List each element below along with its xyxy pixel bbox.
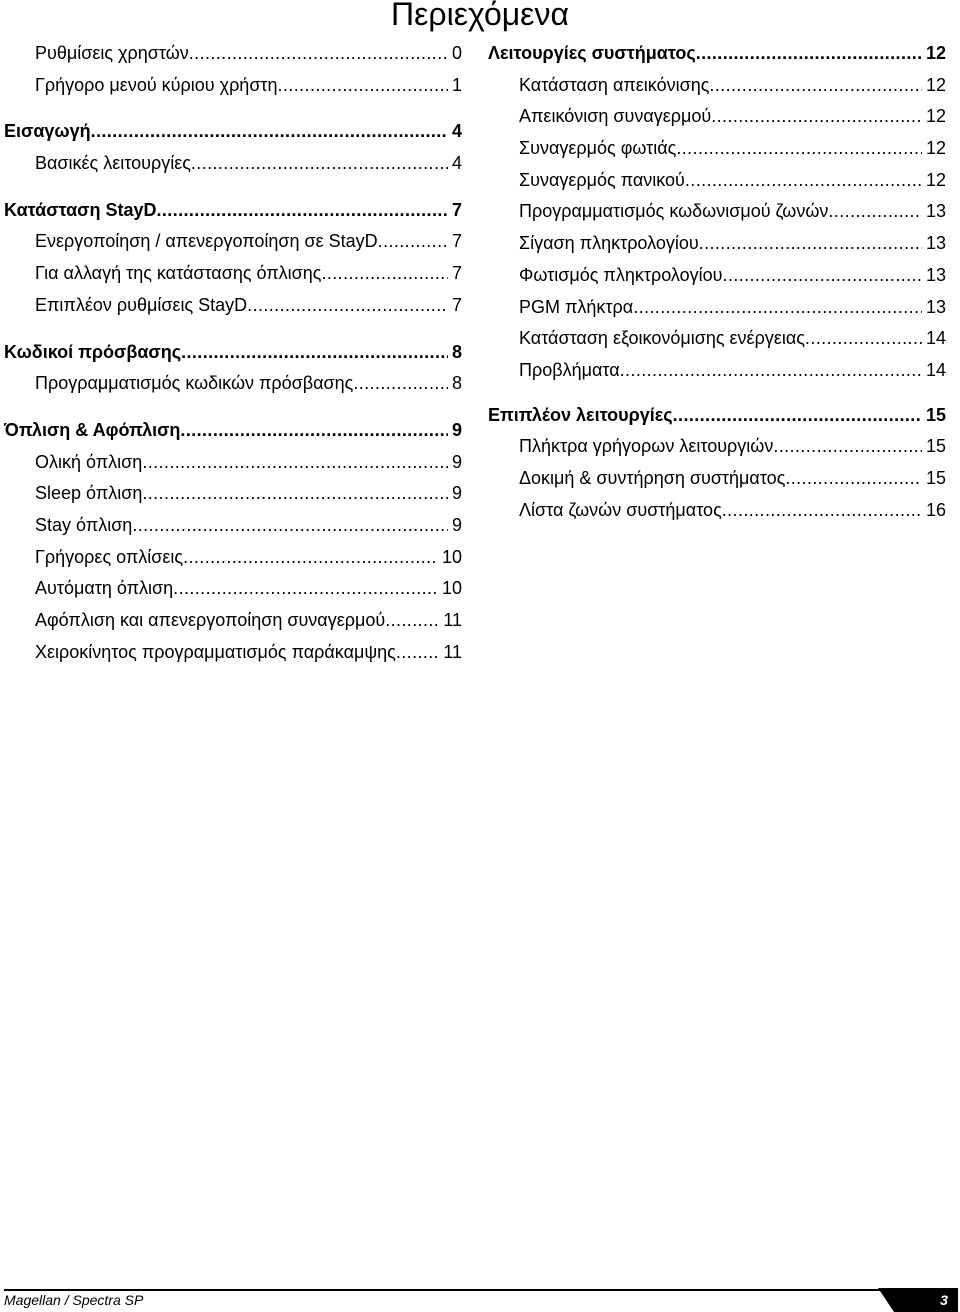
toc-dot-leader	[385, 605, 439, 637]
toc-entry-label: Προγραμματισμός κωδωνισμού ζωνών	[519, 201, 829, 222]
toc-entry-page: 12	[925, 169, 946, 190]
toc-entry-label: Γρήγορες οπλίσεις	[35, 546, 184, 567]
toc-entry-page: 15	[925, 404, 946, 425]
toc-section-entry[interactable]	[4, 415, 462, 447]
toc-subsection-entry[interactable]	[488, 260, 946, 292]
toc-subsection-entry[interactable]	[488, 101, 946, 133]
toc-entry-label: Απεικόνιση συναγερμού	[519, 106, 712, 127]
toc-dot-leader	[722, 260, 921, 292]
toc-entry-page: 12	[925, 138, 946, 159]
toc-subsection-entry[interactable]	[4, 573, 462, 605]
toc-subsection-entry[interactable]	[488, 323, 946, 355]
toc-section-entry[interactable]	[488, 400, 946, 432]
toc-dot-leader	[191, 148, 448, 180]
toc-entry-page: 8	[451, 341, 462, 362]
toc-entry-label: Για αλλαγή της κατάστασης όπλισης	[35, 263, 322, 284]
toc-entry-page: 8	[451, 373, 462, 394]
toc-entry-page: 11	[443, 610, 462, 630]
toc-entry-page: 10	[441, 546, 462, 567]
toc-entry-page: 7	[451, 294, 462, 315]
toc-entry-label: Ολική όπλιση	[35, 451, 143, 472]
toc-dot-leader	[321, 258, 448, 290]
toc-entry-label: Συναγερμός φωτιάς	[519, 138, 677, 159]
toc-subsection-entry[interactable]	[488, 355, 946, 387]
toc-entry-page: 0	[451, 43, 462, 63]
footer-product: Magellan / Spectra SP	[4, 1292, 144, 1308]
toc-entry-label: Ρυθμίσεις χρηστών	[35, 43, 189, 63]
toc-entry-page: 7	[451, 199, 462, 220]
toc-entry-label: PGM πλήκτρα	[519, 296, 634, 317]
toc-subsection-entry[interactable]	[488, 196, 946, 228]
toc-subsection-entry[interactable]	[4, 368, 462, 400]
toc-subsection-entry[interactable]	[488, 165, 946, 197]
toc-subsection-entry[interactable]	[4, 148, 462, 180]
toc-entry-label: Συναγερμός πανικού	[519, 169, 685, 190]
toc-subsection-entry[interactable]	[488, 431, 946, 463]
toc-dot-leader	[142, 478, 448, 510]
toc-entry-label: Κατάσταση εξοικονόμισης ενέργειας	[519, 328, 805, 349]
toc-dot-leader	[91, 116, 448, 148]
toc-entry-label: Χειροκίνητος προγραμματισμός παράκαμψης	[35, 641, 396, 662]
toc-entry-label: Προβλήματα	[519, 359, 620, 380]
toc-entry-label: Κωδικοί πρόσβασης	[4, 341, 182, 362]
toc-entry-page: 9	[451, 451, 462, 472]
toc-subsection-entry[interactable]	[4, 290, 462, 322]
toc-dot-leader	[722, 495, 922, 527]
toc-subsection-entry[interactable]	[488, 133, 946, 165]
toc-dot-leader	[353, 368, 448, 400]
toc-entry-page: 7	[451, 231, 462, 252]
toc-entry-label: Γρήγορο μενού κύριου χρήστη	[35, 74, 278, 95]
toc-gap	[4, 400, 462, 415]
toc-dot-leader	[805, 323, 922, 355]
toc-left-column	[4, 38, 462, 668]
toc-entry-label: Εισαγωγή	[4, 121, 91, 142]
toc-entry-page: 4	[451, 121, 462, 142]
toc-entry-label: Επιπλέον λειτουργίες	[488, 404, 673, 425]
toc-subsection-entry[interactable]	[4, 258, 462, 290]
footer-rule	[4, 1289, 958, 1291]
toc-dot-leader	[696, 38, 922, 70]
toc-entry-page: 9	[451, 419, 462, 440]
toc-subsection-entry[interactable]	[4, 447, 462, 479]
toc-dot-leader	[173, 573, 438, 605]
toc-entry-page: 13	[925, 233, 946, 254]
toc-dot-leader	[181, 337, 448, 369]
toc-right-column	[488, 38, 946, 526]
toc-section-entry[interactable]	[4, 337, 462, 369]
toc-entry-page: 4	[451, 153, 462, 174]
toc-entry-page: 16	[925, 499, 946, 520]
toc-dot-leader	[673, 400, 922, 432]
toc-entry-label: Κατάσταση StayD	[4, 199, 157, 220]
toc-entry-page: 15	[925, 467, 946, 488]
toc-dot-leader	[189, 38, 448, 70]
toc-entry-label: Stay όπλιση	[35, 514, 133, 535]
toc-entry-label: Αυτόματη όπλιση	[35, 578, 174, 599]
toc-entry-label: Επιπλέον ρυθμίσεις StayD	[35, 294, 248, 315]
toc-entry-label: Προγραμματισμός κωδικών πρόσβασης	[35, 373, 354, 394]
toc-entry-label: Βασικές λειτουργίες	[35, 153, 191, 174]
toc-dot-leader	[378, 226, 448, 258]
toc-entry-page: 13	[925, 264, 946, 285]
toc-dot-leader	[676, 133, 922, 165]
toc-dot-leader	[183, 542, 438, 574]
toc-subsection-entry[interactable]	[4, 542, 462, 574]
toc-subsection-entry[interactable]	[488, 292, 946, 324]
toc-entry-label: Αφόπλιση και απενεργοποίηση συναγερμού	[35, 610, 386, 630]
toc-entry-page: 11	[443, 641, 462, 662]
toc-subsection-entry[interactable]	[4, 38, 462, 70]
toc-subsection-entry[interactable]	[4, 637, 462, 669]
toc-subsection-entry[interactable]	[4, 605, 462, 637]
toc-dot-leader	[142, 447, 448, 479]
toc-entry-page: 1	[451, 74, 462, 95]
toc-entry-label: Sleep όπλιση	[35, 483, 143, 504]
toc-dot-leader	[785, 463, 922, 495]
footer-page-number: 3	[940, 1292, 948, 1308]
toc-dot-leader	[132, 510, 448, 542]
toc-subsection-entry[interactable]	[4, 70, 462, 102]
toc-dot-leader	[828, 196, 922, 228]
toc-dot-leader	[396, 637, 439, 669]
toc-dot-leader	[709, 70, 922, 102]
toc-entry-label: Πλήκτρα γρήγορων λειτουργιών	[519, 436, 774, 457]
toc-entry-label: Λειτουργίες συστήματος	[488, 43, 696, 63]
toc-entry-label: Λίστα ζωνών συστήματος	[519, 499, 722, 520]
toc-entry-page: 9	[451, 514, 462, 535]
toc-subsection-entry[interactable]	[4, 510, 462, 542]
toc-subsection-entry[interactable]	[4, 226, 462, 258]
toc-entry-page: 12	[925, 43, 946, 63]
toc-subsection-entry[interactable]	[488, 70, 946, 102]
toc-entry-page: 14	[925, 328, 946, 349]
toc-dot-leader	[633, 292, 922, 324]
toc-entry-page: 14	[925, 359, 946, 380]
toc-dot-leader	[699, 228, 922, 260]
toc-dot-leader	[711, 101, 922, 133]
toc-gap	[4, 101, 462, 116]
toc-dot-leader	[180, 415, 448, 447]
toc-entry-page: 9	[451, 483, 462, 504]
toc-entry-page: 7	[451, 263, 462, 284]
toc-gap	[4, 322, 462, 337]
page-title: Περιεχόμενα	[391, 0, 569, 32]
toc-entry-page: 12	[925, 106, 946, 127]
toc-subsection-entry[interactable]	[488, 495, 946, 527]
toc-subsection-entry[interactable]	[488, 463, 946, 495]
toc-dot-leader	[773, 431, 922, 463]
toc-dot-leader	[247, 290, 448, 322]
toc-entry-label: Φωτισμός πληκτρολογίου	[519, 264, 723, 285]
toc-entry-page: 13	[925, 201, 946, 222]
toc-section-entry[interactable]	[4, 195, 462, 227]
toc-subsection-entry[interactable]	[4, 478, 462, 510]
toc-entry-label: Σίγαση πληκτρολογίου	[519, 233, 699, 254]
toc-entry-label: Δοκιμή & συντήρηση συστήματος	[519, 467, 786, 488]
toc-entry-label: Όπλιση & Αφόπλιση	[4, 419, 181, 440]
toc-dot-leader	[685, 165, 922, 197]
toc-section-entry[interactable]	[488, 38, 946, 70]
toc-dot-leader	[620, 355, 922, 387]
toc-gap	[4, 180, 462, 195]
toc-subsection-entry[interactable]	[488, 228, 946, 260]
toc-entry-page: 13	[925, 296, 946, 317]
toc-entry-page: 12	[925, 74, 946, 95]
toc-entry-label: Κατάσταση απεικόνισης	[519, 74, 710, 95]
toc-dot-leader	[157, 195, 448, 227]
toc-section-entry[interactable]	[4, 116, 462, 148]
toc-entry-label: Ενεργοποίηση / απενεργοποίηση σε StayD	[35, 231, 378, 252]
toc-entry-page: 15	[925, 436, 946, 457]
toc-dot-leader	[278, 70, 448, 102]
toc-entry-page: 10	[441, 578, 462, 599]
toc-gap	[488, 387, 946, 400]
